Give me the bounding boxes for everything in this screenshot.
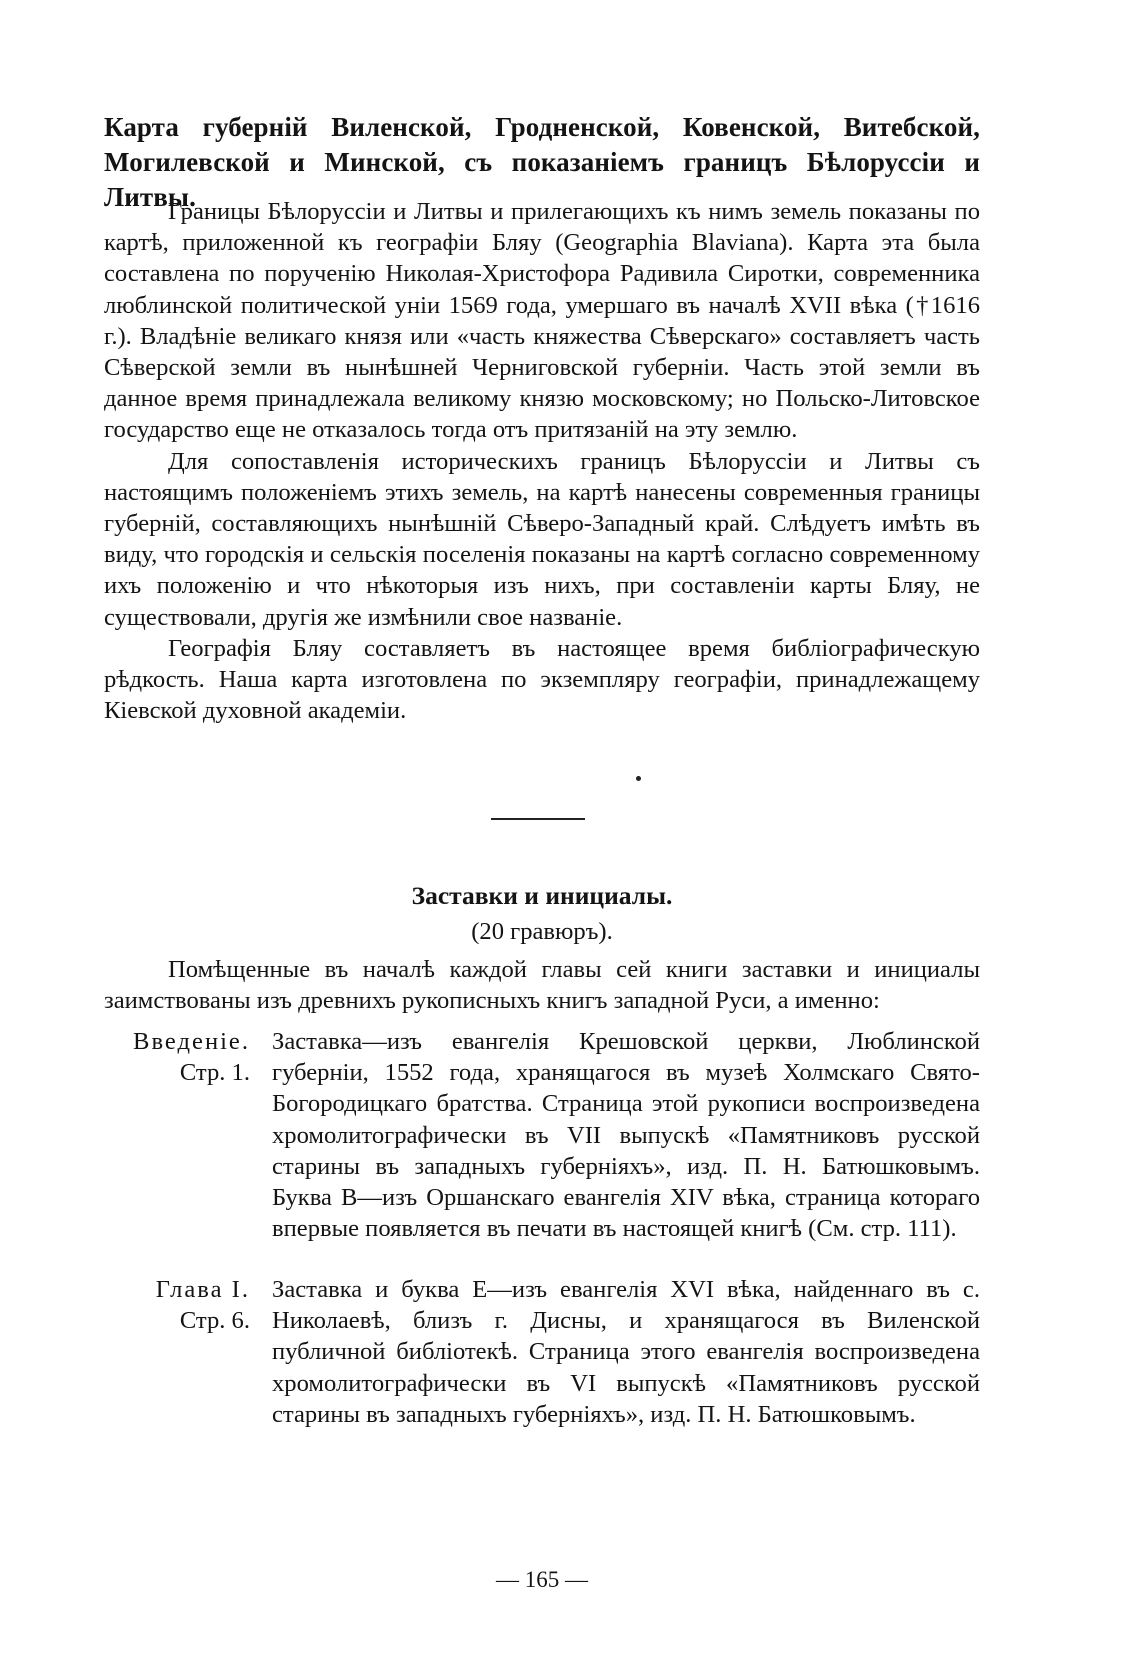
list-item (104, 1274, 980, 1430)
entry-page: Стр. 6. (179, 1307, 250, 1335)
entry-label (104, 1274, 272, 1430)
headpieces-intro: Помѣщенные въ началѣ каждой главы сей книги заставки и инициалы заимствованы изъ древнихъ рукописныхъ книгъ западной Руси, а именно: (104, 956, 980, 1015)
paragraph: Для сопоставленія историческихъ границъ Бѣлоруссіи и Литвы съ настоящимъ положеніемъ этихъ земель, на картѣ нанесены современныя границы губерній, составляющихъ нынѣшній Сѣверо-Западный край. Слѣдуетъ имѣть въ виду, что городскія и сельскія поселенія показаны на картѣ согласно современному ихъ положенію и что нѣкоторыя изъ нихъ, при составленіи карты Бляу, не существовали, другія же измѣнили свое названіе. (104, 447, 980, 631)
entry-chapter: Введеніе. (133, 1028, 250, 1055)
paragraph: Географія Бляу составляетъ въ настоящее время библіографическую рѣдкость. Наша карта изготовлена по экземпляру географіи, принадлежащему Кіевской духовной академіи. (104, 634, 980, 725)
section-divider (491, 818, 585, 820)
page-number: — 165 — (496, 1567, 588, 1592)
paragraph: Границы Бѣлоруссіи и Литвы и прилегающихъ къ нимъ земель показаны по картѣ, приложенной къ географіи Бляу (Geographia Blaviana). Карта эта была составлена по порученію Николая-Христофора Радивила Сиротки, современника люблинской политической уніи 1569 года, умершаго въ началѣ XVII вѣка (†1616 г.). Владѣніе великаго князя или «часть княжества Сѣверскаго» составляетъ часть Сѣверской земли въ нынѣшней Черниговской губерніи. Часть этой земли въ данное время принадлежала великому князю московскому; но Польско-Литовское государство еще не отказалось тогда отъ притязаній на эту землю. (104, 198, 980, 444)
headpieces-section-subtitle: (20 гравюръ). (471, 918, 613, 945)
entry-label (104, 1026, 272, 1244)
headpieces-section-title: Заставки и инициалы. (411, 881, 673, 910)
entry-text: Заставка—изъ евангелія Крешовской церкви, Люблинской губерніи, 1552 года, хранящагося въ музеѣ Холмскаго Свято-Богородицкаго братства. Страница этой рукописи воспроизведена хромолитографически въ VII выпускѣ «Памятниковъ русской старины въ западныхъ губерніяхъ», изд. П. Н. Батюшковымъ. Буква В—изъ Оршанскаго евангелія XIV вѣка, страница котораго впервые появляется въ печати въ настоящей книгѣ (См. стр. 111). (272, 1028, 980, 1243)
print-speck (636, 776, 641, 781)
map-section-title: Карта губерній Виленской, Гродненской, Ковенской, Витебской, Могилевской и Минской, съ показаніемъ границъ Бѣлоруссіи и Литвы. (104, 112, 980, 212)
map-section-body (104, 196, 980, 726)
entry-chapter: Глава I. (155, 1276, 250, 1303)
list-item (104, 1026, 980, 1244)
entry-page: Стр. 1. (179, 1059, 250, 1087)
entry-text: Заставка и буква Е—изъ евангелія XVI вѣка, найденнаго въ с. Николаевѣ, близъ г. Дисны, и хранящагося въ Виленской публичной библіотекѣ. Страница этого евангелія воспроизведена хромолитографически въ VI выпускѣ «Памятниковъ русской старины въ западныхъ губерніяхъ», изд. П. Н. Батюшковымъ. (272, 1276, 980, 1428)
